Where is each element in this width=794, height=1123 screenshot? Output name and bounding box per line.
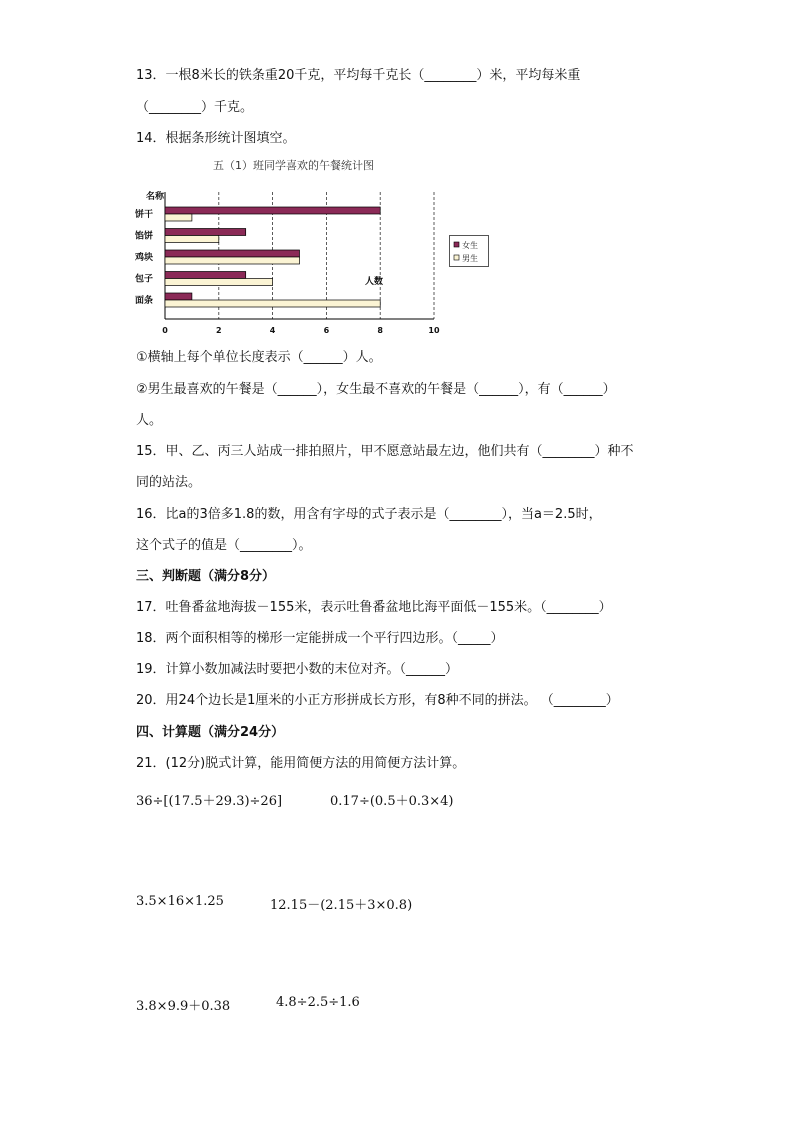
x-axis-label: 人数 bbox=[365, 277, 384, 287]
question-14-line: 14．根据条形统计图填空。 bbox=[136, 131, 296, 146]
question-14-sub-2-line-2: 人。 bbox=[136, 413, 163, 428]
question-13-line-2: （________）千克。 bbox=[136, 100, 254, 115]
bar-男生-饼干 bbox=[165, 214, 192, 221]
category-label: 面条 bbox=[135, 296, 154, 306]
expression-2: 0.17÷(0.5＋0.3×4) bbox=[330, 794, 454, 809]
question-13-line-1: 13．一根8米长的铁条重20千克，平均每千克长（________）米，平均每米重 bbox=[136, 68, 581, 83]
question-15-line-2: 同的站法。 bbox=[136, 475, 202, 490]
bar-女生-饼干 bbox=[165, 207, 380, 214]
bar-女生-鸡块 bbox=[165, 250, 300, 257]
question-17: 17．吐鲁番盆地海拔－155米，表示吐鲁番盆地比海平面低－155米。（________） bbox=[136, 600, 612, 615]
y-axis-label: 名称 bbox=[146, 192, 165, 202]
x-tick-label: 4 bbox=[269, 326, 276, 335]
bar-女生-馅饼 bbox=[165, 229, 246, 236]
question-18: 18．两个面积相等的梯形一定能拼成一个平行四边形。（_____） bbox=[136, 631, 504, 646]
expression-5: 3.8×9.9＋0.38 bbox=[136, 999, 231, 1014]
section-3-heading: 三、判断题（满分8分） bbox=[136, 569, 276, 584]
legend-swatch-girls bbox=[454, 242, 459, 247]
category-label: 馅饼 bbox=[135, 231, 154, 242]
question-20: 20．用24个边长是1厘米的小正方形拼成长方形，有8种不同的拼法。 （________） bbox=[136, 693, 619, 708]
bar-男生-鸡块 bbox=[165, 257, 300, 264]
chart-legend bbox=[449, 235, 489, 267]
category-label: 鸡块 bbox=[135, 253, 154, 263]
bar-女生-面条 bbox=[165, 293, 192, 300]
legend-label-girls: 女生 bbox=[462, 241, 478, 250]
expression-6: 4.8÷2.5÷1.6 bbox=[276, 995, 360, 1010]
section-4-heading: 四、计算题（满分24分） bbox=[136, 725, 285, 740]
category-label: 饼干 bbox=[135, 210, 154, 220]
bar-男生-包子 bbox=[165, 279, 273, 286]
x-tick-label: 10 bbox=[428, 326, 440, 335]
question-15-line-1: 15．甲、乙、丙三人站成一排拍照片，甲不愿意站最左边，他们共有（________）种不 bbox=[136, 444, 634, 459]
legend-label-boys: 男生 bbox=[462, 254, 478, 263]
question-19: 19．计算小数加减法时要把小数的末位对齐。（______） bbox=[136, 662, 459, 677]
category-label: 包子 bbox=[135, 274, 154, 285]
question-16-line-2: 这个式子的值是（________）。 bbox=[136, 538, 312, 553]
x-tick-label: 0 bbox=[162, 326, 168, 335]
question-14-sub-1: ①横轴上每个单位长度表示（______）人。 bbox=[136, 350, 382, 365]
x-tick-label: 8 bbox=[377, 326, 383, 335]
bar-chart bbox=[134, 152, 454, 338]
legend-swatch-boys bbox=[454, 255, 459, 260]
x-tick-label: 6 bbox=[323, 326, 330, 335]
expression-4: 12.15－(2.15＋3×0.8) bbox=[270, 898, 413, 913]
x-tick-label: 2 bbox=[216, 326, 222, 335]
chart-title: 五（1）班同学喜欢的午餐统计图 bbox=[213, 159, 374, 172]
expression-3: 3.5×16×1.25 bbox=[136, 894, 224, 909]
bar-女生-包子 bbox=[165, 272, 246, 279]
question-16-line-1: 16．比a的3倍多1.8的数，用含有字母的式子表示是（________），当a＝2.5时， bbox=[136, 507, 602, 522]
bar-男生-面条 bbox=[165, 300, 380, 307]
question-21: 21．(12分)脱式计算，能用简便方法的用简便方法计算。 bbox=[136, 756, 466, 771]
bar-男生-馅饼 bbox=[165, 236, 219, 243]
question-14-sub-2-line-1: ②男生最喜欢的午餐是（______），女生最不喜欢的午餐是（______），有（______） bbox=[136, 382, 616, 397]
expression-1: 36÷[(17.5＋29.3)÷26] bbox=[136, 794, 283, 809]
